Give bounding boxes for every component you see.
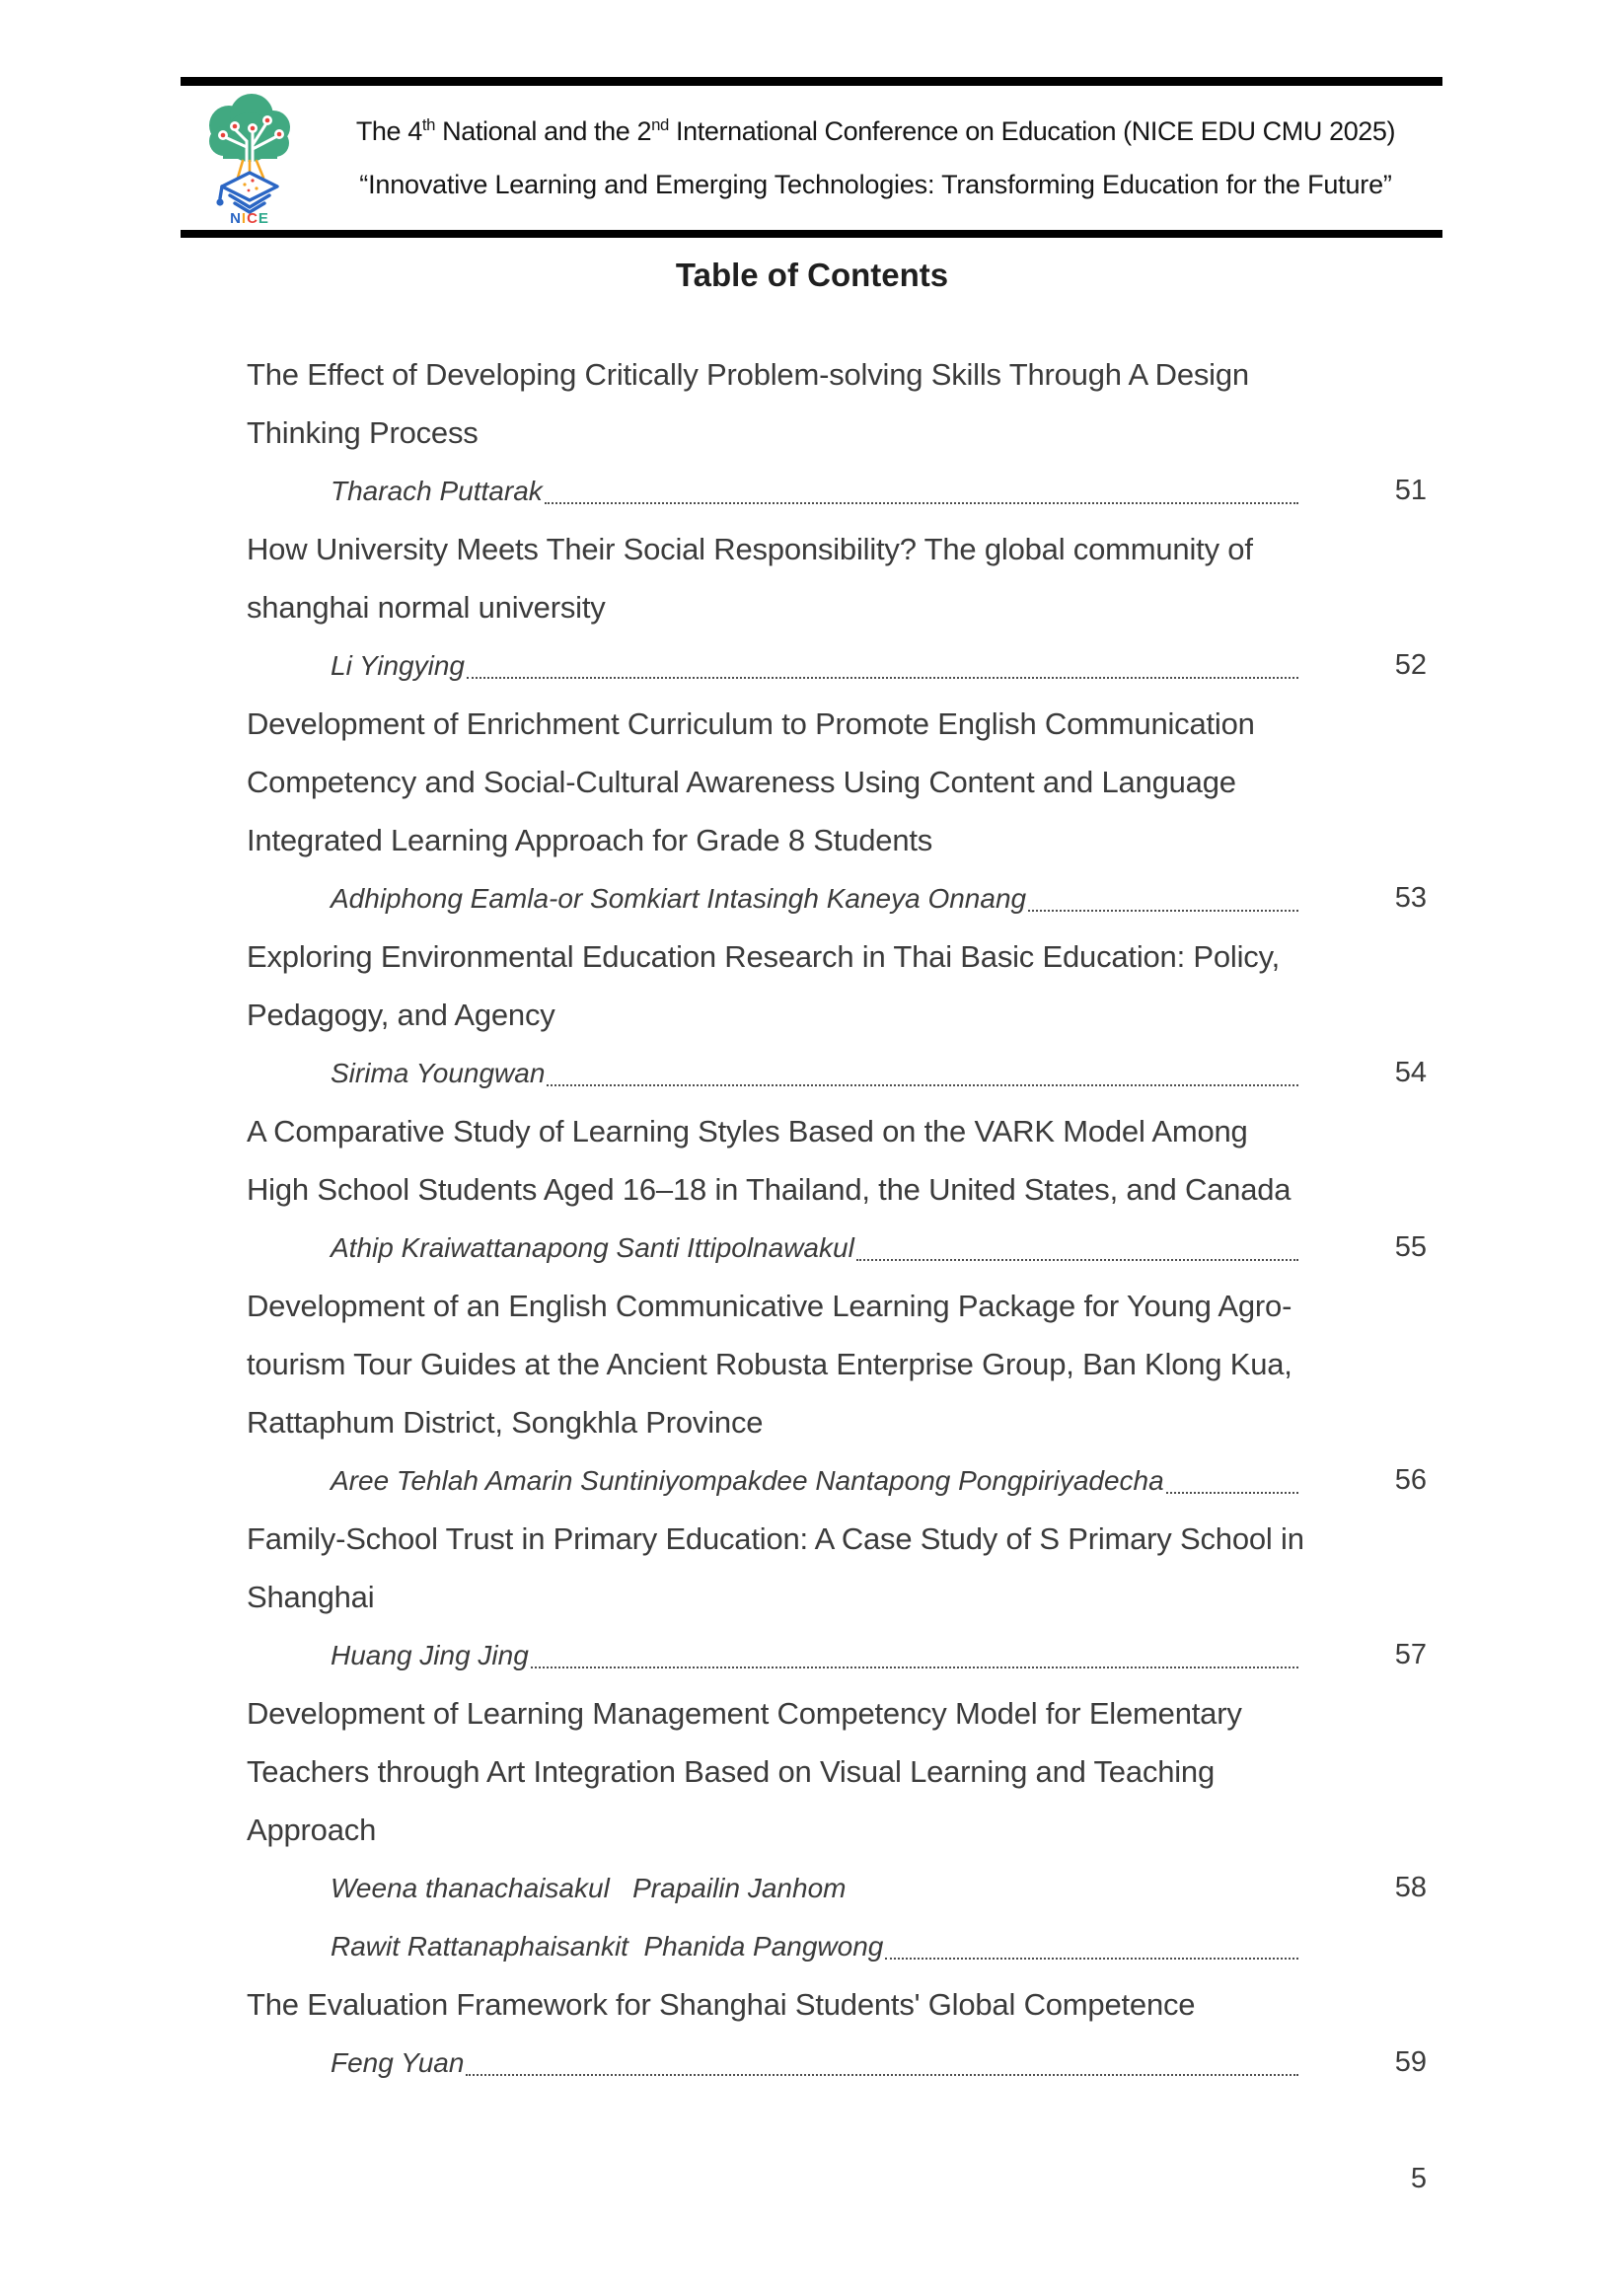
- toc-entry-authors: Feng Yuan: [331, 2047, 465, 2078]
- dotted-leader: [1166, 1492, 1298, 1494]
- nice-logo-letter: C: [247, 210, 258, 227]
- toc-entry: [247, 1510, 1427, 1684]
- toc-entry-author-rows: [247, 2034, 1427, 2092]
- page-title: Table of Contents: [675, 257, 949, 293]
- toc-entry-authors: Rawit Rattanaphaisankit Phanida Pangwong: [331, 1931, 884, 1962]
- toc-entry-title: [247, 1277, 1427, 1451]
- title-superscript: th: [421, 115, 436, 134]
- toc-entry-page-number: 53: [1394, 882, 1427, 914]
- toc-entry-title-line: Approach: [247, 1813, 377, 1847]
- toc-entry-title-line: shanghai normal university: [247, 590, 606, 625]
- toc-entry-authors: Weena thanachaisakul Prapailin Janhom: [331, 1873, 847, 1903]
- toc-entry-authors: Huang Jing Jing: [331, 1640, 529, 1670]
- toc-entry-page-number: 58: [1394, 1872, 1427, 1903]
- toc-entry: [247, 520, 1427, 695]
- toc-entry: [247, 1277, 1427, 1510]
- toc-entry-title-line: The Evaluation Framework for Shanghai Students' Global Competence: [247, 1987, 1196, 2022]
- toc-entry-authors: Sirima Youngwan: [331, 1058, 546, 1088]
- toc-entry-title-line: How University Meets Their Social Responsibility? The global community of: [247, 532, 1253, 566]
- conference-title: [315, 114, 1437, 148]
- toc-entry-author-rows: [247, 1219, 1427, 1277]
- title-superscript: nd: [651, 115, 669, 134]
- nice-logo: [194, 90, 305, 226]
- title-text: The 4: [355, 116, 422, 146]
- toc-entry-author-rows: [247, 1451, 1427, 1510]
- toc-entry-title-line: Development of Learning Management Competency Model for Elementary: [247, 1696, 1242, 1731]
- toc-entry-author-row: [247, 1219, 1427, 1277]
- toc-entry-title-line: The Effect of Developing Critically Problem-solving Skills Through A Design: [247, 357, 1249, 392]
- toc-entry-page-number: 54: [1394, 1057, 1427, 1088]
- dotted-leader: [1028, 910, 1298, 912]
- dotted-leader: [545, 502, 1298, 504]
- nice-logo-letter: N: [230, 210, 242, 227]
- toc-entry: [247, 1975, 1427, 2092]
- dotted-leader: [547, 1084, 1298, 1086]
- conference-header-text: [305, 114, 1442, 201]
- toc-entry-title: [247, 1975, 1427, 2034]
- dotted-leader: [531, 1666, 1298, 1668]
- toc-entry-author-row: [247, 2034, 1427, 2092]
- toc-entry-author-row: [247, 1044, 1427, 1102]
- toc-entry-title-line: tourism Tour Guides at the Ancient Robusta Enterprise Group, Ban Klong Kua,: [247, 1347, 1292, 1381]
- toc-entry-author-rows: [247, 1044, 1427, 1102]
- toc-entry-authors: Tharach Puttarak: [331, 476, 543, 506]
- toc-entry-title: [247, 695, 1427, 869]
- conference-subtitle: “Innovative Learning and Emerging Technologies: Transforming Education for the Future”: [359, 170, 1392, 199]
- dotted-leader: [466, 2074, 1298, 2076]
- toc-entry-author-row: [247, 869, 1427, 927]
- toc-entry-page-number: 51: [1394, 475, 1427, 506]
- toc-entry-author-rows: [247, 1859, 1427, 1975]
- toc-entry-title-line: Exploring Environmental Education Research in Thai Basic Education: Policy,: [247, 939, 1281, 974]
- toc-entry-title-line: Family-School Trust in Primary Education: A Case Study of S Primary School in: [247, 1521, 1304, 1556]
- toc-entry-author-rows: [247, 462, 1427, 520]
- toc-entry-author-row: [247, 1917, 1427, 1975]
- toc-entry-title-line: Integrated Learning Approach for Grade 8 Students: [247, 823, 933, 857]
- toc-entry-title-line: Competency and Social-Cultural Awareness Using Content and Language: [247, 765, 1236, 799]
- toc-entry-title-line: Thinking Process: [247, 415, 479, 450]
- toc-entry-author-row: [247, 1626, 1427, 1684]
- nice-logo-letter: I: [241, 210, 248, 227]
- conference-header: [181, 77, 1442, 238]
- toc-entry-page-number: 59: [1394, 2046, 1427, 2078]
- toc-entry-author-row: [247, 462, 1427, 520]
- toc-entry-page-number: 55: [1394, 1231, 1427, 1263]
- toc-entry-title-line: High School Students Aged 16–18 in Thailand, the United States, and Canada: [247, 1172, 1292, 1207]
- dotted-leader: [467, 677, 1298, 679]
- toc-entry-page-number: 52: [1394, 649, 1427, 681]
- toc-entry-author-rows: [247, 869, 1427, 927]
- toc-entry-title: [247, 520, 1427, 636]
- dotted-leader: [856, 1259, 1298, 1261]
- toc-entry-author-rows: [247, 636, 1427, 695]
- toc-entry-title-line: Development of an English Communicative Learning Package for Young Agro-: [247, 1289, 1292, 1323]
- nice-logo-text: [230, 212, 269, 226]
- toc-list: [247, 345, 1427, 2092]
- toc-entry: [247, 1684, 1427, 1975]
- toc-entry: [247, 345, 1427, 520]
- nice-logo-letter: E: [258, 210, 269, 227]
- toc-entry: [247, 927, 1427, 1102]
- toc-entry-author-rows: [247, 1626, 1427, 1684]
- toc-entry-page-number: 57: [1394, 1639, 1427, 1670]
- toc-entry-title: [247, 345, 1427, 462]
- toc-entry-title: [247, 927, 1427, 1044]
- toc-entry-authors: Adhiphong Eamla-or Somkiart Intasingh Kaneya Onnang: [331, 883, 1027, 914]
- dotted-leader: [885, 1958, 1298, 1960]
- toc-entry-authors: Aree Tehlah Amarin Suntiniyompakdee Nantapong Pongpiriyadecha: [331, 1465, 1164, 1496]
- toc-entry-title-line: Development of Enrichment Curriculum to Promote English Communication: [247, 706, 1255, 741]
- toc-entry-title-line: A Comparative Study of Learning Styles Based on the VARK Model Among: [247, 1114, 1248, 1148]
- toc-entry-author-row: [247, 636, 1427, 695]
- toc-entry-title-line: Pedagogy, and Agency: [247, 998, 555, 1032]
- toc-entry-authors: Li Yingying: [331, 650, 465, 681]
- toc-entry-title-line: Teachers through Art Integration Based on Visual Learning and Teaching: [247, 1754, 1215, 1789]
- toc-entry-author-row: [247, 1451, 1427, 1510]
- toc-entry-title: [247, 1684, 1427, 1859]
- nice-logo-graphic: [194, 90, 305, 216]
- toc-entry-page-number: 56: [1394, 1464, 1427, 1496]
- toc-entry-title-line: Rattaphum District, Songkhla Province: [247, 1405, 764, 1440]
- toc-entry-authors: Athip Kraiwattanapong Santi Ittipolnawakul: [331, 1232, 854, 1263]
- toc-entry-author-row: [247, 1859, 1427, 1917]
- toc-entry: [247, 695, 1427, 927]
- toc-entry-title-line: Shanghai: [247, 1580, 375, 1614]
- title-text: National and the 2: [435, 116, 652, 146]
- toc-entry-title: [247, 1510, 1427, 1626]
- title-text: International Conference on Education (NICE EDU CMU 2025): [668, 116, 1396, 146]
- toc-entry: [247, 1102, 1427, 1277]
- page-number: 5: [1410, 2163, 1427, 2194]
- toc-entry-title: [247, 1102, 1427, 1219]
